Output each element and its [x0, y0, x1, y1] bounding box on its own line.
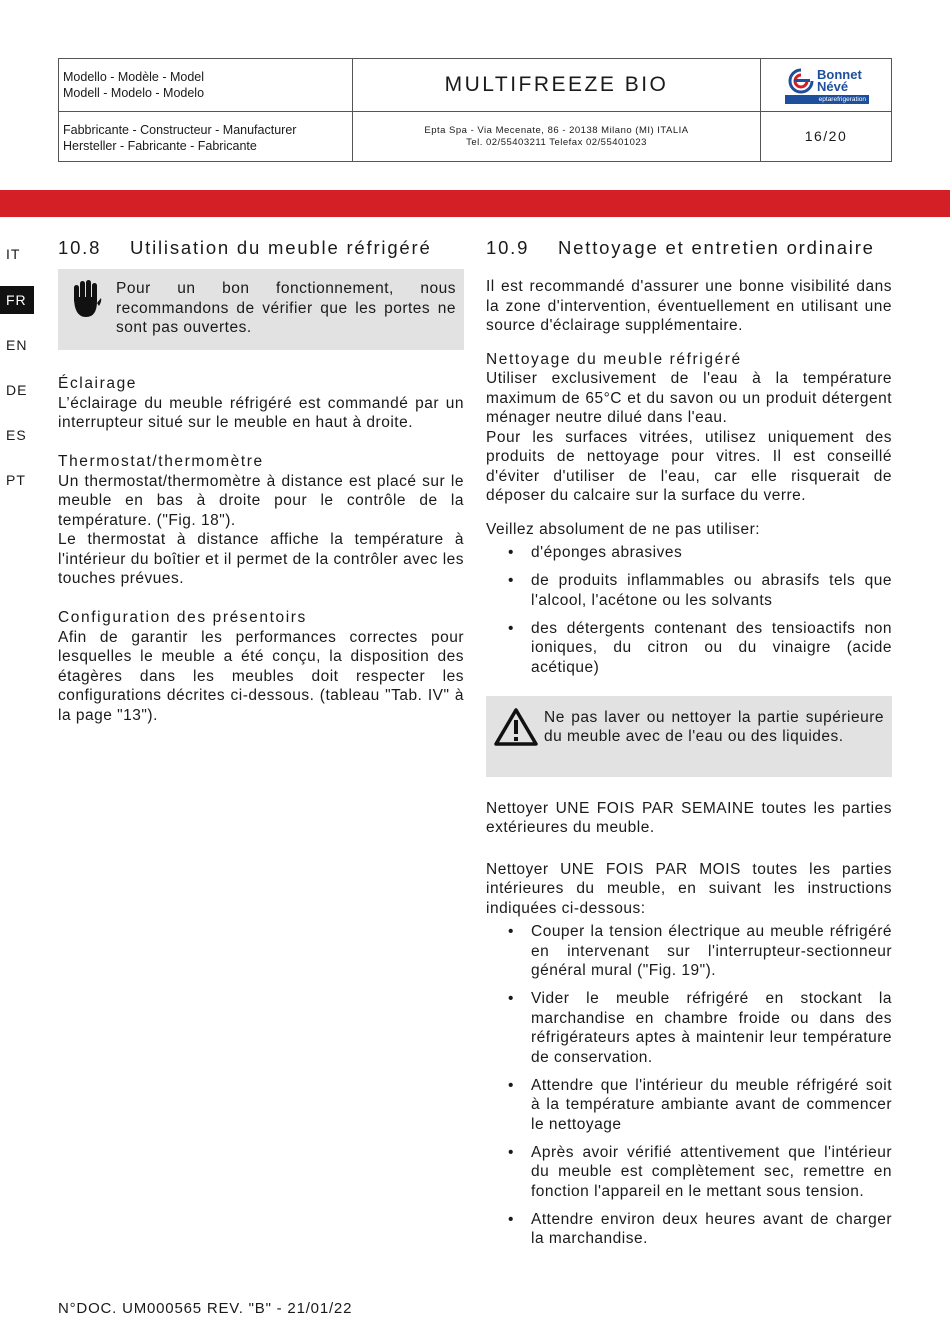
thermostat-text-2: Le thermostat à distance affiche la température à l'intérieur du boîtier et il permet de la contrôler avec les touches prévues.	[58, 531, 465, 587]
manufacturer-label-line-1: Fabbricante - Constructeur - Manufacturer	[63, 123, 297, 137]
cleaning-heading: Nettoyage du meuble réfrigéré	[486, 350, 742, 368]
avoid-list	[486, 543, 892, 677]
bonnet-neve-logo	[783, 67, 871, 107]
lighting-text: L’éclairage du meuble réfrigéré est commandé par un interrupteur situé sur le meuble en haut à droite.	[58, 394, 464, 431]
cleaning-text-1: Utiliser exclusivement de l'eau à la température maximum de 65°C et du savon ou un produit détergent ménager neutre dilué dans l'eau.	[486, 370, 892, 426]
left-column	[58, 236, 464, 725]
address-cell	[353, 111, 761, 162]
address	[353, 111, 760, 149]
section-number: 10.8	[58, 237, 102, 258]
manufacturer-label	[59, 111, 353, 162]
section-title: Utilisation du meuble réfrigéré	[130, 237, 432, 258]
section-heading-10-8	[58, 236, 464, 260]
hand-stop-icon	[70, 279, 102, 319]
lang-tab-en[interactable]: EN	[6, 337, 28, 353]
logo-cell	[761, 59, 891, 111]
document-footer: N°DOC. UM000565 REV. "B" - 21/01/22	[58, 1300, 353, 1317]
configuration-text: Afin de garantir les performances correctes pour lesquelles le meuble a été conçu, la disposition des étagères dans les meubles doit respecter les configurations décrites ci-dessous. (tableau "Tab. IV" à la page "13").	[58, 628, 464, 724]
lighting-heading: Éclairage	[58, 375, 138, 392]
red-band	[0, 190, 950, 217]
page-number: 16/20	[804, 128, 848, 144]
header-row-model	[59, 59, 891, 112]
model-label	[59, 59, 353, 111]
page-number-cell	[761, 111, 891, 162]
list-item: • Après avoir vérifié attentivement que l'intérieur du meuble est complètement sec, remettre en fonction l'appareil en le mettant sous tension.	[486, 1143, 892, 1202]
monthly-text: Nettoyer UNE FOIS PAR MOIS toutes les parties intérieures du meuble, en suivant les instructions indiquées ci-dessous:	[486, 860, 892, 917]
logo-subtitle: eptarefrigeration	[785, 95, 869, 104]
list-item: • d'éponges abrasives	[486, 543, 892, 563]
warning-triangle-icon	[494, 708, 538, 746]
section-title: Nettoyage et entretien ordinaire	[558, 237, 875, 258]
logo-swirl-icon	[785, 67, 817, 95]
list-item: • des détergents contenant des tensioactifs non ioniques, du citron ou du vinaigre (acide acétique)	[486, 619, 892, 678]
lang-tab-pt[interactable]: PT	[6, 472, 26, 488]
section-number: 10.9	[486, 237, 530, 258]
list-item: • Attendre que l'intérieur du meuble réfrigéré soit à la température ambiante avant de commencer le nettoyage	[486, 1076, 892, 1135]
logo-text-neve: Névé	[817, 79, 849, 94]
notice-box	[58, 269, 464, 350]
cleaning-text-2: Pour les surfaces vitrées, utilisez uniquement des produits de nettoyage pour vitres. Il est conseillé d'éviter d'utiliser de l'eau, car elle risquerait de déposer du calcaire sur la surface du verre.	[486, 428, 892, 504]
model-label-line-2: Modell - Modelo - Modelo	[63, 86, 205, 100]
intro-text: Il est recommandé d'assurer une bonne visibilité dans la zone d'intervention, éventuellement en utilisant une source d'éclairage supplémentaire.	[486, 278, 892, 334]
warning-text: Ne pas laver ou nettoyer la partie supérieure du meuble avec de l'eau ou des liquides.	[544, 708, 884, 745]
list-item: • Couper la tension électrique au meuble réfrigéré en intervenant sur l'interrupteur-sectionneur général mural ("Fig. 19").	[486, 922, 892, 981]
section-heading-10-9	[486, 236, 892, 260]
header-row-manufacturer	[59, 111, 891, 162]
model-name-cell	[353, 59, 761, 111]
weekly-text: Nettoyer UNE FOIS PAR SEMAINE toutes les parties extérieures du meuble.	[486, 799, 892, 836]
avoid-intro: Veillez absolument de ne pas utiliser:	[486, 520, 761, 538]
lang-tab-de[interactable]: DE	[6, 382, 28, 398]
manufacturer-label-line-2: Hersteller - Fabricante - Fabricante	[63, 139, 257, 153]
thermostat-text-1: Un thermostat/thermomètre à distance est placé sur le meuble en bas à droite pour le contrôle de la température. ("Fig. 18").	[58, 472, 464, 529]
right-column	[486, 236, 892, 1257]
list-item: • Attendre environ deux heures avant de charger la marchandise.	[486, 1210, 892, 1249]
notice-text: Pour un bon fonctionnement, nous recommandons de vérifier que les portes ne sont pas ouvertes.	[116, 280, 456, 336]
configuration-heading: Configuration des présentoirs	[58, 609, 307, 626]
lang-tab-es[interactable]: ES	[6, 427, 27, 443]
steps-list	[486, 922, 892, 1249]
address-line-2: Tel. 02/55403211 Telefax 02/55401023	[466, 137, 647, 148]
thermostat-heading: Thermostat/thermomètre	[58, 453, 264, 470]
logo-text-bonnet: Bonnet	[817, 67, 862, 82]
warning-box	[486, 696, 892, 777]
address-line-1: Epta Spa - Via Mecenate, 86 - 20138 Milano (MI) ITALIA	[424, 125, 689, 136]
list-item: • Vider le meuble réfrigéré en stockant la marchandise en chambre froide ou dans des réfrigérateurs aptes à maintenir leur température de conservation.	[486, 989, 892, 1067]
model-name: MULTIFREEZE BIO	[444, 73, 669, 96]
list-item: • de produits inflammables ou abrasifs tels que l'alcool, l'acétone ou les solvants	[486, 571, 892, 610]
document-header	[58, 58, 892, 162]
model-label-line-1: Modello - Modèle - Model	[63, 70, 205, 84]
lang-tab-fr[interactable]: FR	[0, 286, 34, 314]
lang-tab-it[interactable]: IT	[6, 246, 21, 262]
